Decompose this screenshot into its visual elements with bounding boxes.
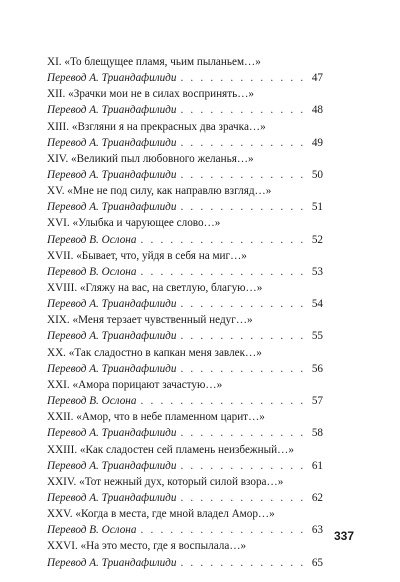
page-number: 55 — [311, 330, 323, 343]
translator-line — [47, 135, 323, 151]
page-number: 54 — [311, 298, 323, 311]
poem-title: XIII. «Взгляни я на прекрасных два зрачка…» — [47, 120, 266, 133]
translator-name: Перевод А. Триандафилиди — [47, 104, 177, 117]
dot-leader — [180, 135, 306, 151]
dot-leader — [140, 522, 306, 538]
translator-line — [47, 522, 323, 538]
poem-title: XXI. «Амора порицают зачастую…» — [47, 378, 223, 391]
poem-title: XXIII. «Как сладостен сей пламень неизбежный…» — [47, 443, 294, 456]
translator-line — [47, 393, 323, 409]
dot-leader — [180, 296, 306, 312]
toc-entry — [47, 248, 323, 280]
poem-title: XVII. «Бывает, что, уйдя в себя на миг…» — [47, 249, 247, 262]
toc-entry — [47, 312, 323, 344]
poem-title: XV. «Мне не под силу, как направлю взгляд…» — [47, 185, 272, 198]
translator-name: Перевод В. Ослона — [47, 265, 137, 278]
translator-line — [47, 490, 323, 506]
poem-title: XXV. «Когда в места, где мной владел Амор…» — [47, 508, 275, 521]
dot-leader — [180, 490, 306, 506]
dot-leader — [180, 328, 306, 344]
translator-line — [47, 328, 323, 344]
poem-title: XVI. «Улыбка и чарующее слово…» — [47, 217, 221, 230]
page-number: 49 — [311, 136, 323, 149]
table-of-contents — [47, 54, 323, 571]
translator-line — [47, 425, 323, 441]
translator-name: Перевод А. Триандафилиди — [47, 491, 177, 504]
toc-entry — [47, 409, 323, 441]
page-number: 61 — [311, 459, 323, 472]
poem-title: XII. «Зрачки мои не в силах воспринять…» — [47, 88, 254, 101]
poem-title: XIX. «Меня терзает чувственный недуг…» — [47, 314, 253, 327]
page-number: 63 — [311, 524, 323, 537]
translator-line — [47, 296, 323, 312]
translator-line — [47, 458, 323, 474]
page-number: 47 — [311, 72, 323, 85]
toc-entry — [47, 183, 323, 215]
translator-line — [47, 264, 323, 280]
toc-entry — [47, 538, 323, 570]
toc-entry — [47, 280, 323, 312]
translator-line — [47, 555, 323, 571]
dot-leader — [140, 232, 306, 248]
page-number: 65 — [311, 556, 323, 569]
page-number: 58 — [311, 427, 323, 440]
toc-entry — [47, 151, 323, 183]
dot-leader — [140, 393, 306, 409]
dot-leader — [180, 102, 306, 118]
toc-entry — [47, 54, 323, 86]
dot-leader — [180, 70, 306, 86]
translator-line — [47, 167, 323, 183]
translator-name: Перевод В. Ослона — [47, 233, 137, 246]
poem-title: XX. «Так сладостно в капкан меня завлек…» — [47, 346, 262, 359]
translator-line — [47, 70, 323, 86]
toc-entry — [47, 119, 323, 151]
translator-name: Перевод А. Триандафилиди — [47, 136, 177, 149]
poem-title: XXIV. «Тот нежный дух, который силой взора…» — [47, 475, 284, 488]
poem-title: XXVI. «На это место, где я воспылала…» — [47, 540, 247, 553]
translator-name: Перевод А. Триандафилиди — [47, 427, 177, 440]
translator-name: Перевод А. Триандафилиди — [47, 72, 177, 85]
toc-entry — [47, 506, 323, 538]
dot-leader — [180, 361, 306, 377]
toc-entry — [47, 442, 323, 474]
page-number: 57 — [311, 395, 323, 408]
translator-name: Перевод А. Триандафилиди — [47, 201, 177, 214]
translator-name: Перевод А. Триандафилиди — [47, 459, 177, 472]
page-number: 53 — [311, 265, 323, 278]
dot-leader — [180, 199, 306, 215]
dot-leader — [180, 425, 306, 441]
poem-title: XIV. «Великий пыл любовного желанья…» — [47, 152, 254, 165]
translator-line — [47, 361, 323, 377]
translator-name: Перевод А. Триандафилиди — [47, 298, 177, 311]
translator-name: Перевод А. Триандафилиди — [47, 362, 177, 375]
toc-entry — [47, 345, 323, 377]
poem-title: XI. «То блещущее пламя, чьим пыланьем…» — [47, 56, 261, 68]
translator-name: Перевод В. Ослона — [47, 524, 137, 537]
page-number: 62 — [311, 491, 323, 504]
translator-name: Перевод А. Триандафилиди — [47, 168, 177, 181]
translator-name: Перевод А. Триандафилиди — [47, 330, 177, 343]
toc-entry — [47, 86, 323, 118]
page-number: 51 — [311, 201, 323, 214]
translator-name: Перевод А. Триандафилиди — [47, 556, 177, 569]
toc-entry — [47, 474, 323, 506]
dot-leader — [180, 458, 306, 474]
dot-leader — [180, 167, 306, 183]
page-number: 56 — [311, 362, 323, 375]
translator-name: Перевод В. Ослона — [47, 395, 137, 408]
page-number: 52 — [311, 233, 323, 246]
dot-leader — [180, 555, 306, 571]
toc-entry — [47, 215, 323, 247]
page-number: 48 — [311, 104, 323, 117]
dot-leader — [140, 264, 306, 280]
translator-line — [47, 199, 323, 215]
folio-page-number: 337 — [334, 529, 355, 543]
poem-title: XXII. «Амор, что в небе пламенном царит…» — [47, 411, 265, 424]
page-number: 50 — [311, 168, 323, 181]
translator-line — [47, 102, 323, 118]
toc-entry — [47, 377, 323, 409]
translator-line — [47, 232, 323, 248]
poem-title: XVIII. «Гляжу на вас, на светлую, благую…» — [47, 282, 263, 295]
